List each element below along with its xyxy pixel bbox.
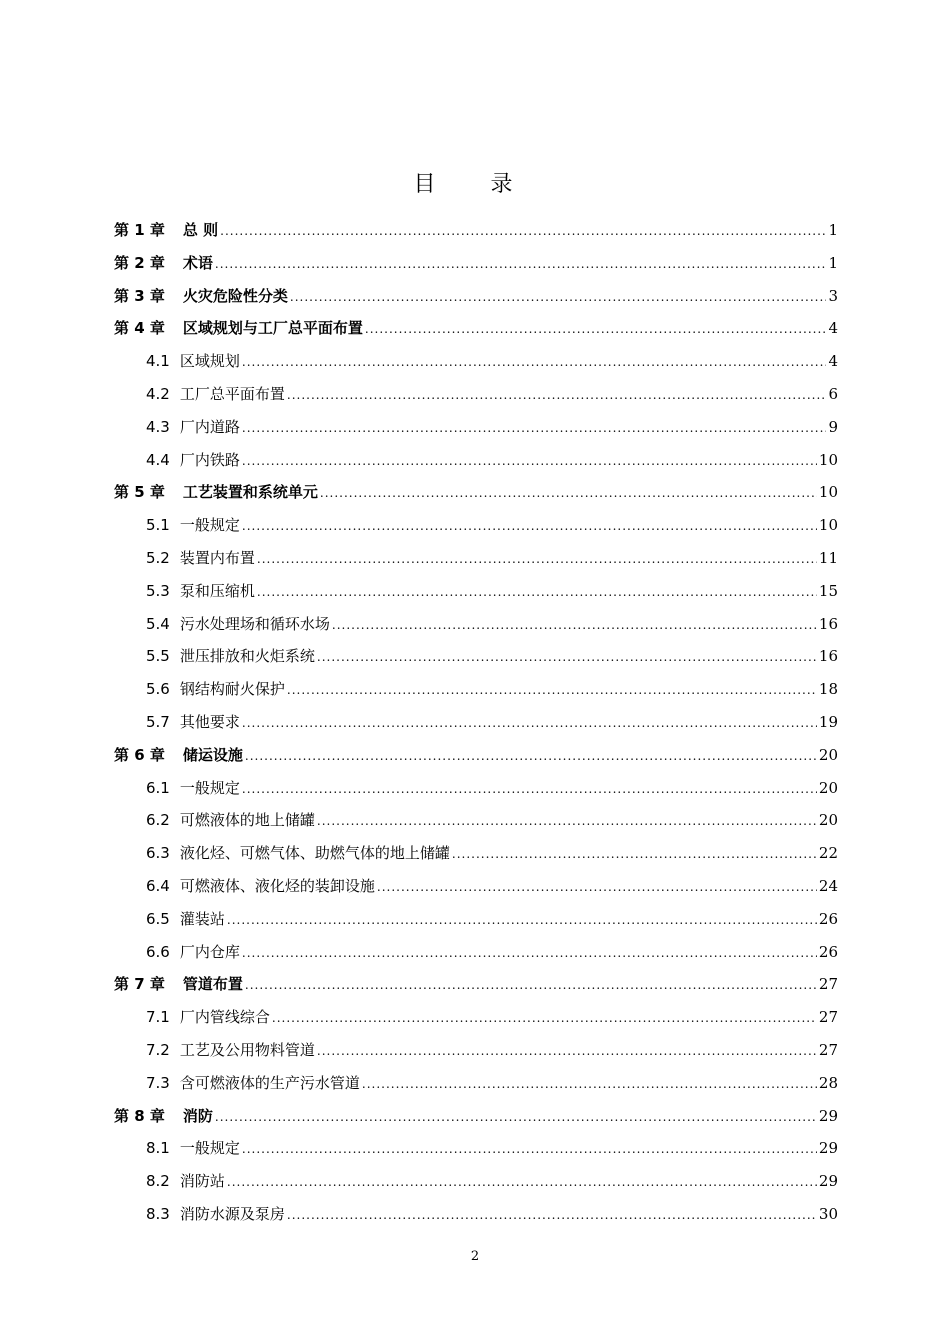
toc-section-entry[interactable]: [114, 1165, 838, 1198]
toc-chapter-entry[interactable]: [114, 280, 838, 313]
toc-entry-page: 10: [818, 516, 838, 535]
toc-section-entry[interactable]: [114, 1034, 838, 1067]
toc-dot-leader: [362, 1068, 817, 1101]
toc-entry-number: 5.1: [146, 516, 170, 535]
toc-entry-title: 工厂总平面布置: [179, 384, 285, 403]
toc-entry-number: 第 4 章: [114, 319, 165, 338]
toc-dot-leader: [287, 674, 817, 707]
toc-dot-leader: [242, 445, 817, 478]
toc-dot-leader: [320, 477, 817, 510]
toc-entry-page: 18: [818, 680, 838, 699]
toc-entry-number: 第 7 章: [114, 975, 165, 994]
toc-chapter-entry[interactable]: [114, 312, 838, 345]
toc-entry-number: 8.2: [146, 1172, 170, 1191]
toc-entry-number: 4.3: [146, 417, 170, 436]
toc-entry-number: 6.3: [146, 844, 170, 863]
toc-dot-leader: [317, 805, 817, 838]
toc-dot-leader: [242, 773, 817, 806]
toc-entry-number: 6.6: [146, 942, 170, 961]
toc-entry-title: 厂内管线综合: [179, 1008, 270, 1027]
toc-entry-title: 区域规划与工厂总平面布置: [182, 319, 363, 338]
toc-entry-page: 28: [818, 1073, 838, 1092]
toc-dot-leader: [242, 510, 817, 543]
toc-entry-title: 厂内仓库: [179, 942, 240, 961]
toc-entry-title: 术语: [182, 253, 213, 272]
toc-entry-title: 灌装站: [179, 909, 225, 928]
toc-entry-page: 16: [818, 647, 838, 666]
toc-chapter-entry[interactable]: [114, 247, 838, 280]
toc-entry-number: 7.3: [146, 1073, 170, 1092]
toc-entry-title: 一般规定: [179, 1139, 240, 1158]
toc-dot-leader: [242, 1133, 817, 1166]
toc-dot-leader: [272, 1002, 817, 1035]
toc-section-entry[interactable]: [114, 345, 838, 378]
page-number: 2: [470, 1249, 480, 1264]
toc-section-entry[interactable]: [114, 903, 838, 936]
toc-entry-title: 液化烃、可燃气体、助燃气体的地上储罐: [179, 844, 450, 863]
toc-entry-page: 20: [818, 811, 838, 830]
toc-entry-number: 7.2: [146, 1040, 170, 1059]
toc-entry-number: 8.1: [146, 1139, 170, 1158]
toc-entry-title: 工艺装置和系统单元: [182, 483, 318, 502]
toc-entry-title: 厂内道路: [179, 417, 240, 436]
toc-entry-page: 29: [818, 1172, 838, 1191]
toc-entry-page: 27: [818, 1008, 838, 1027]
toc-dot-leader: [215, 248, 826, 281]
toc-chapter-entry[interactable]: [114, 476, 838, 509]
toc-entry-title: 泵和压缩机: [179, 581, 255, 600]
toc-entry-number: 第 3 章: [114, 286, 165, 305]
toc-entry-title: 含可燃液体的生产污水管道: [179, 1073, 360, 1092]
toc-dot-leader: [332, 609, 817, 642]
toc-dot-leader: [317, 1035, 817, 1068]
toc-entry-title: 泄压排放和火炬系统: [179, 647, 315, 666]
toc-entry-page: 26: [818, 909, 838, 928]
toc-dot-leader: [245, 969, 817, 1002]
toc-entry-page: 26: [818, 942, 838, 961]
toc-section-entry[interactable]: [114, 804, 838, 837]
toc-entry-title: 火灾危险性分类: [182, 286, 288, 305]
toc-section-entry[interactable]: [114, 1132, 838, 1165]
toc-entry-page: 11: [818, 548, 838, 567]
toc-entry-title: 装置内布置: [179, 548, 255, 567]
toc-entry-page: 22: [818, 844, 838, 863]
toc-dot-leader: [365, 313, 826, 346]
toc-dot-leader: [227, 904, 817, 937]
toc-section-entry[interactable]: [114, 640, 838, 673]
toc-entry-page: 4: [828, 319, 838, 338]
toc-dot-leader: [257, 576, 817, 609]
toc-entry-page: 4: [828, 352, 838, 371]
toc-section-entry[interactable]: [114, 706, 838, 739]
toc-entry-number: 第 2 章: [114, 253, 165, 272]
toc-entry-number: 4.1: [146, 352, 170, 371]
toc-entry-title: 区域规划: [179, 352, 240, 371]
toc-entry-page: 19: [818, 712, 838, 731]
toc-entry-number: 7.1: [146, 1008, 170, 1027]
toc-section-entry[interactable]: [114, 444, 838, 477]
toc-entry-title: 总 则: [182, 221, 219, 239]
toc-dot-leader: [452, 838, 817, 871]
page-title: 目 录: [413, 172, 537, 197]
toc-entry-title: 管道布置: [182, 975, 243, 994]
toc-entry-page: 27: [818, 1040, 838, 1059]
toc-entry-number: 6.1: [146, 778, 170, 797]
toc-entry-title: 其他要求: [179, 712, 240, 731]
toc-entry-number: 4.4: [146, 450, 170, 469]
toc-section-entry[interactable]: [114, 542, 838, 575]
toc-entry-page: 29: [818, 1106, 838, 1125]
toc-dot-leader: [220, 215, 826, 248]
toc-entry-number: 第 5 章: [114, 483, 165, 502]
toc-entry-title: 可燃液体、液化烃的装卸设施: [179, 876, 375, 895]
toc-section-entry[interactable]: [114, 608, 838, 641]
toc-entry-number: 第 6 章: [114, 745, 165, 764]
toc-entry-page: 10: [818, 483, 838, 502]
toc-section-entry[interactable]: [114, 1067, 838, 1100]
toc-dot-leader: [242, 707, 817, 740]
toc-entry-title: 可燃液体的地上储罐: [179, 811, 315, 830]
toc-dot-leader: [287, 379, 826, 412]
toc-entry-number: 6.5: [146, 909, 170, 928]
toc-dot-leader: [287, 1199, 817, 1232]
toc-entry-title: 储运设施: [182, 745, 243, 764]
toc-entry-number: 5.7: [146, 712, 170, 731]
toc-entry-number: 5.6: [146, 680, 170, 699]
toc-entry-page: 15: [818, 581, 838, 600]
toc-entry-page: 1: [828, 221, 838, 239]
toc-section-entry[interactable]: [114, 936, 838, 969]
toc-section-entry[interactable]: [114, 1001, 838, 1034]
toc-entry-number: 8.3: [146, 1204, 170, 1223]
toc-section-entry[interactable]: [114, 509, 838, 542]
toc-dot-leader: [317, 641, 817, 674]
toc-dot-leader: [377, 871, 817, 904]
toc-section-entry[interactable]: [114, 837, 838, 870]
toc-entry-page: 24: [818, 876, 838, 895]
toc-dot-leader: [242, 412, 826, 445]
toc-section-entry[interactable]: [114, 575, 838, 608]
toc-entry-title: 钢结构耐火保护: [179, 680, 285, 699]
toc-section-entry[interactable]: [114, 378, 838, 411]
toc-dot-leader: [290, 281, 826, 314]
toc-entry-title: 消防水源及泵房: [179, 1204, 285, 1223]
toc-section-entry[interactable]: [114, 772, 838, 805]
toc-entry-page: 30: [818, 1204, 838, 1223]
toc-chapter-entry[interactable]: [114, 968, 838, 1001]
toc-section-entry[interactable]: [114, 870, 838, 903]
toc-entry-page: 1: [828, 253, 838, 272]
toc-entry-title: 一般规定: [179, 778, 240, 797]
toc-entry-number: 第 1 章: [114, 221, 165, 239]
toc-entry-number: 5.5: [146, 647, 170, 666]
toc-chapter-entry[interactable]: [114, 1100, 838, 1133]
toc-entry-page: 6: [828, 384, 838, 403]
toc-entry-page: 20: [818, 745, 838, 764]
toc-chapter-entry[interactable]: [114, 739, 838, 772]
table-of-contents: [114, 214, 838, 1231]
toc-entry-title: 工艺及公用物料管道: [179, 1040, 315, 1059]
toc-entry-page: 27: [818, 975, 838, 994]
toc-entry-number: 6.2: [146, 811, 170, 830]
toc-entry-page: 16: [818, 614, 838, 633]
toc-entry-page: 10: [818, 450, 838, 469]
toc-entry-page: 3: [828, 286, 838, 305]
toc-entry-number: 5.4: [146, 614, 170, 633]
toc-entry-title: 消防站: [179, 1172, 225, 1191]
toc-section-entry[interactable]: [114, 411, 838, 444]
toc-entry-title: 消防: [182, 1106, 213, 1125]
toc-dot-leader: [215, 1101, 817, 1134]
toc-entry-page: 9: [828, 417, 838, 436]
toc-dot-leader: [245, 740, 817, 773]
toc-chapter-entry[interactable]: [114, 214, 838, 247]
toc-entry-number: 4.2: [146, 384, 170, 403]
toc-dot-leader: [227, 1166, 817, 1199]
toc-entry-number: 第 8 章: [114, 1106, 165, 1125]
toc-entry-page: 20: [818, 778, 838, 797]
toc-entry-number: 6.4: [146, 876, 170, 895]
toc-entry-page: 29: [818, 1139, 838, 1158]
toc-entry-title: 一般规定: [179, 516, 240, 535]
toc-dot-leader: [242, 937, 817, 970]
toc-entry-number: 5.2: [146, 548, 170, 567]
toc-entry-number: 5.3: [146, 581, 170, 600]
toc-entry-title: 污水处理场和循环水场: [179, 614, 330, 633]
toc-section-entry[interactable]: [114, 1198, 838, 1231]
toc-dot-leader: [242, 346, 826, 379]
toc-entry-title: 厂内铁路: [179, 450, 240, 469]
toc-section-entry[interactable]: [114, 673, 838, 706]
toc-dot-leader: [257, 543, 817, 576]
